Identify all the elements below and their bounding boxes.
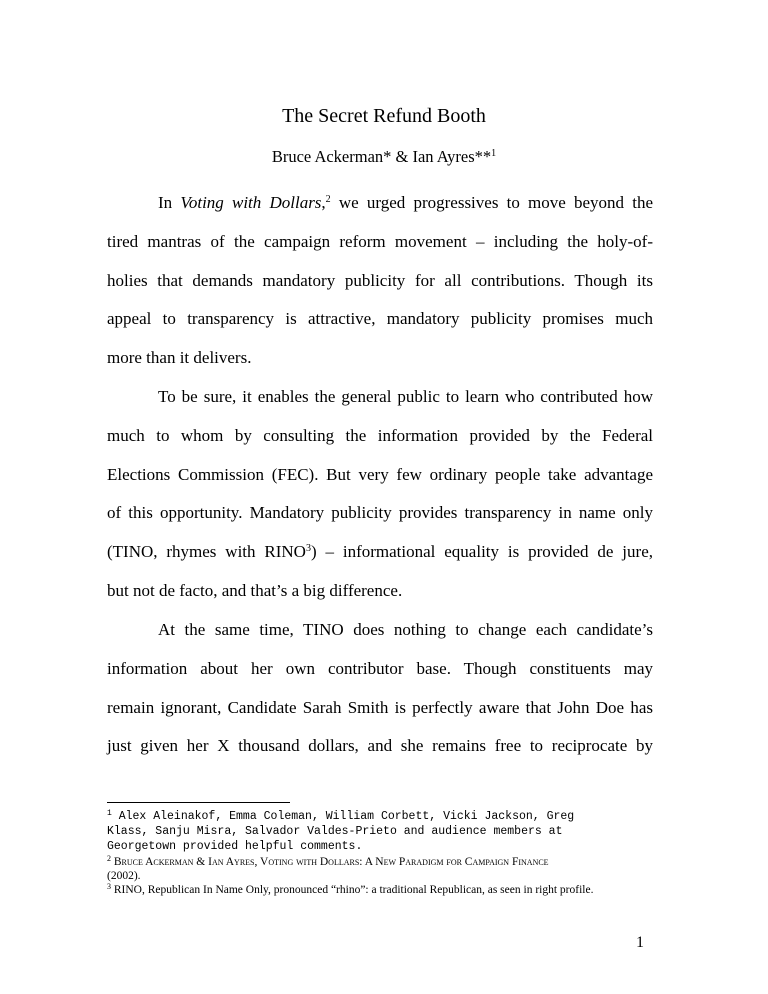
footnote-divider: [107, 802, 290, 803]
footnote-1: $^1$ Alex Aleinakof, Emma Coleman, William Corbett, Vicki Jackson, Greg Klass, Sanju Misra, Salvador Valdes-Prieto and audience members at Georgetown provided helpful comments.: [107, 809, 575, 853]
p2-line-3: Elections Commission (FEC). But very few ordinary people take advantage: [107, 464, 653, 484]
p2-line-2: much to whom by consulting the information provided by the Federal: [107, 425, 653, 445]
p1-line-3: holies that demands mandatory publicity for all contributions. Though its: [107, 270, 653, 290]
p2-line-5: (TINO, rhymes with RINO$^3$) – informational equality is provided de jure,: [107, 542, 653, 562]
p3-line-1: At the same time, TINO does nothing to change each candidate’s: [158, 620, 653, 639]
p3-line-3: remain ignorant, Candidate Sarah Smith is perfectly aware that John Doe has: [107, 697, 653, 717]
footnote-2: $^2$ Bruce Ackerman & Ian Ayres, Voting with Dollars: A New Paradigm for Campaign Finance (2002).: [107, 854, 549, 882]
p1-line-1: In Voting with Dollars,$^2$ we urged progressives to move beyond the: [158, 193, 653, 212]
p3-line-2: information about her own contributor base. Though constituents may: [107, 658, 653, 678]
footnote-ref-3[interactable]: 3: [305, 543, 311, 555]
p3-line-4: just given her X thousand dollars, and she remains free to reciprocate by: [107, 736, 653, 756]
footnote-3-number: 3: [107, 882, 111, 891]
p2-line-4: of this opportunity. Mandatory publicity provides transparency in name only: [107, 503, 653, 523]
book-title-italic: Voting with Dollars: [180, 193, 322, 212]
footnote-ref-1[interactable]: 1: [491, 148, 497, 159]
footnote-ref-2[interactable]: 2: [325, 194, 331, 205]
p2-line-1: To be sure, it enables the general public to learn who contributed how: [158, 387, 653, 406]
author-line: [0, 146, 768, 168]
author-names: Bruce Ackerman* & Ian Ayres**: [271, 147, 492, 166]
p1-line-4: appeal to transparency is attractive, mandatory publicity promises much: [107, 309, 653, 329]
paragraph-1: [107, 184, 653, 378]
p1-line-2: tired mantras of the campaign reform movement – including the holy-of-: [107, 231, 653, 251]
page-number: 1: [636, 934, 644, 951]
paragraph-2: [107, 378, 653, 611]
p1-line-5: more than it delivers.: [107, 348, 252, 368]
footnote-1-number: 1: [107, 809, 112, 818]
article-title: The Secret Refund Booth: [282, 105, 486, 127]
paragraph-3: [107, 611, 653, 766]
footnote-2-number: 2: [107, 854, 111, 863]
p2-line-6: but not de facto, and that’s a big difference.: [107, 580, 403, 600]
footnote-3: $^3$ RINO, Republican In Name Only, pronounced “rhino”: a traditional Republican, as seen in right profile.: [107, 882, 594, 896]
